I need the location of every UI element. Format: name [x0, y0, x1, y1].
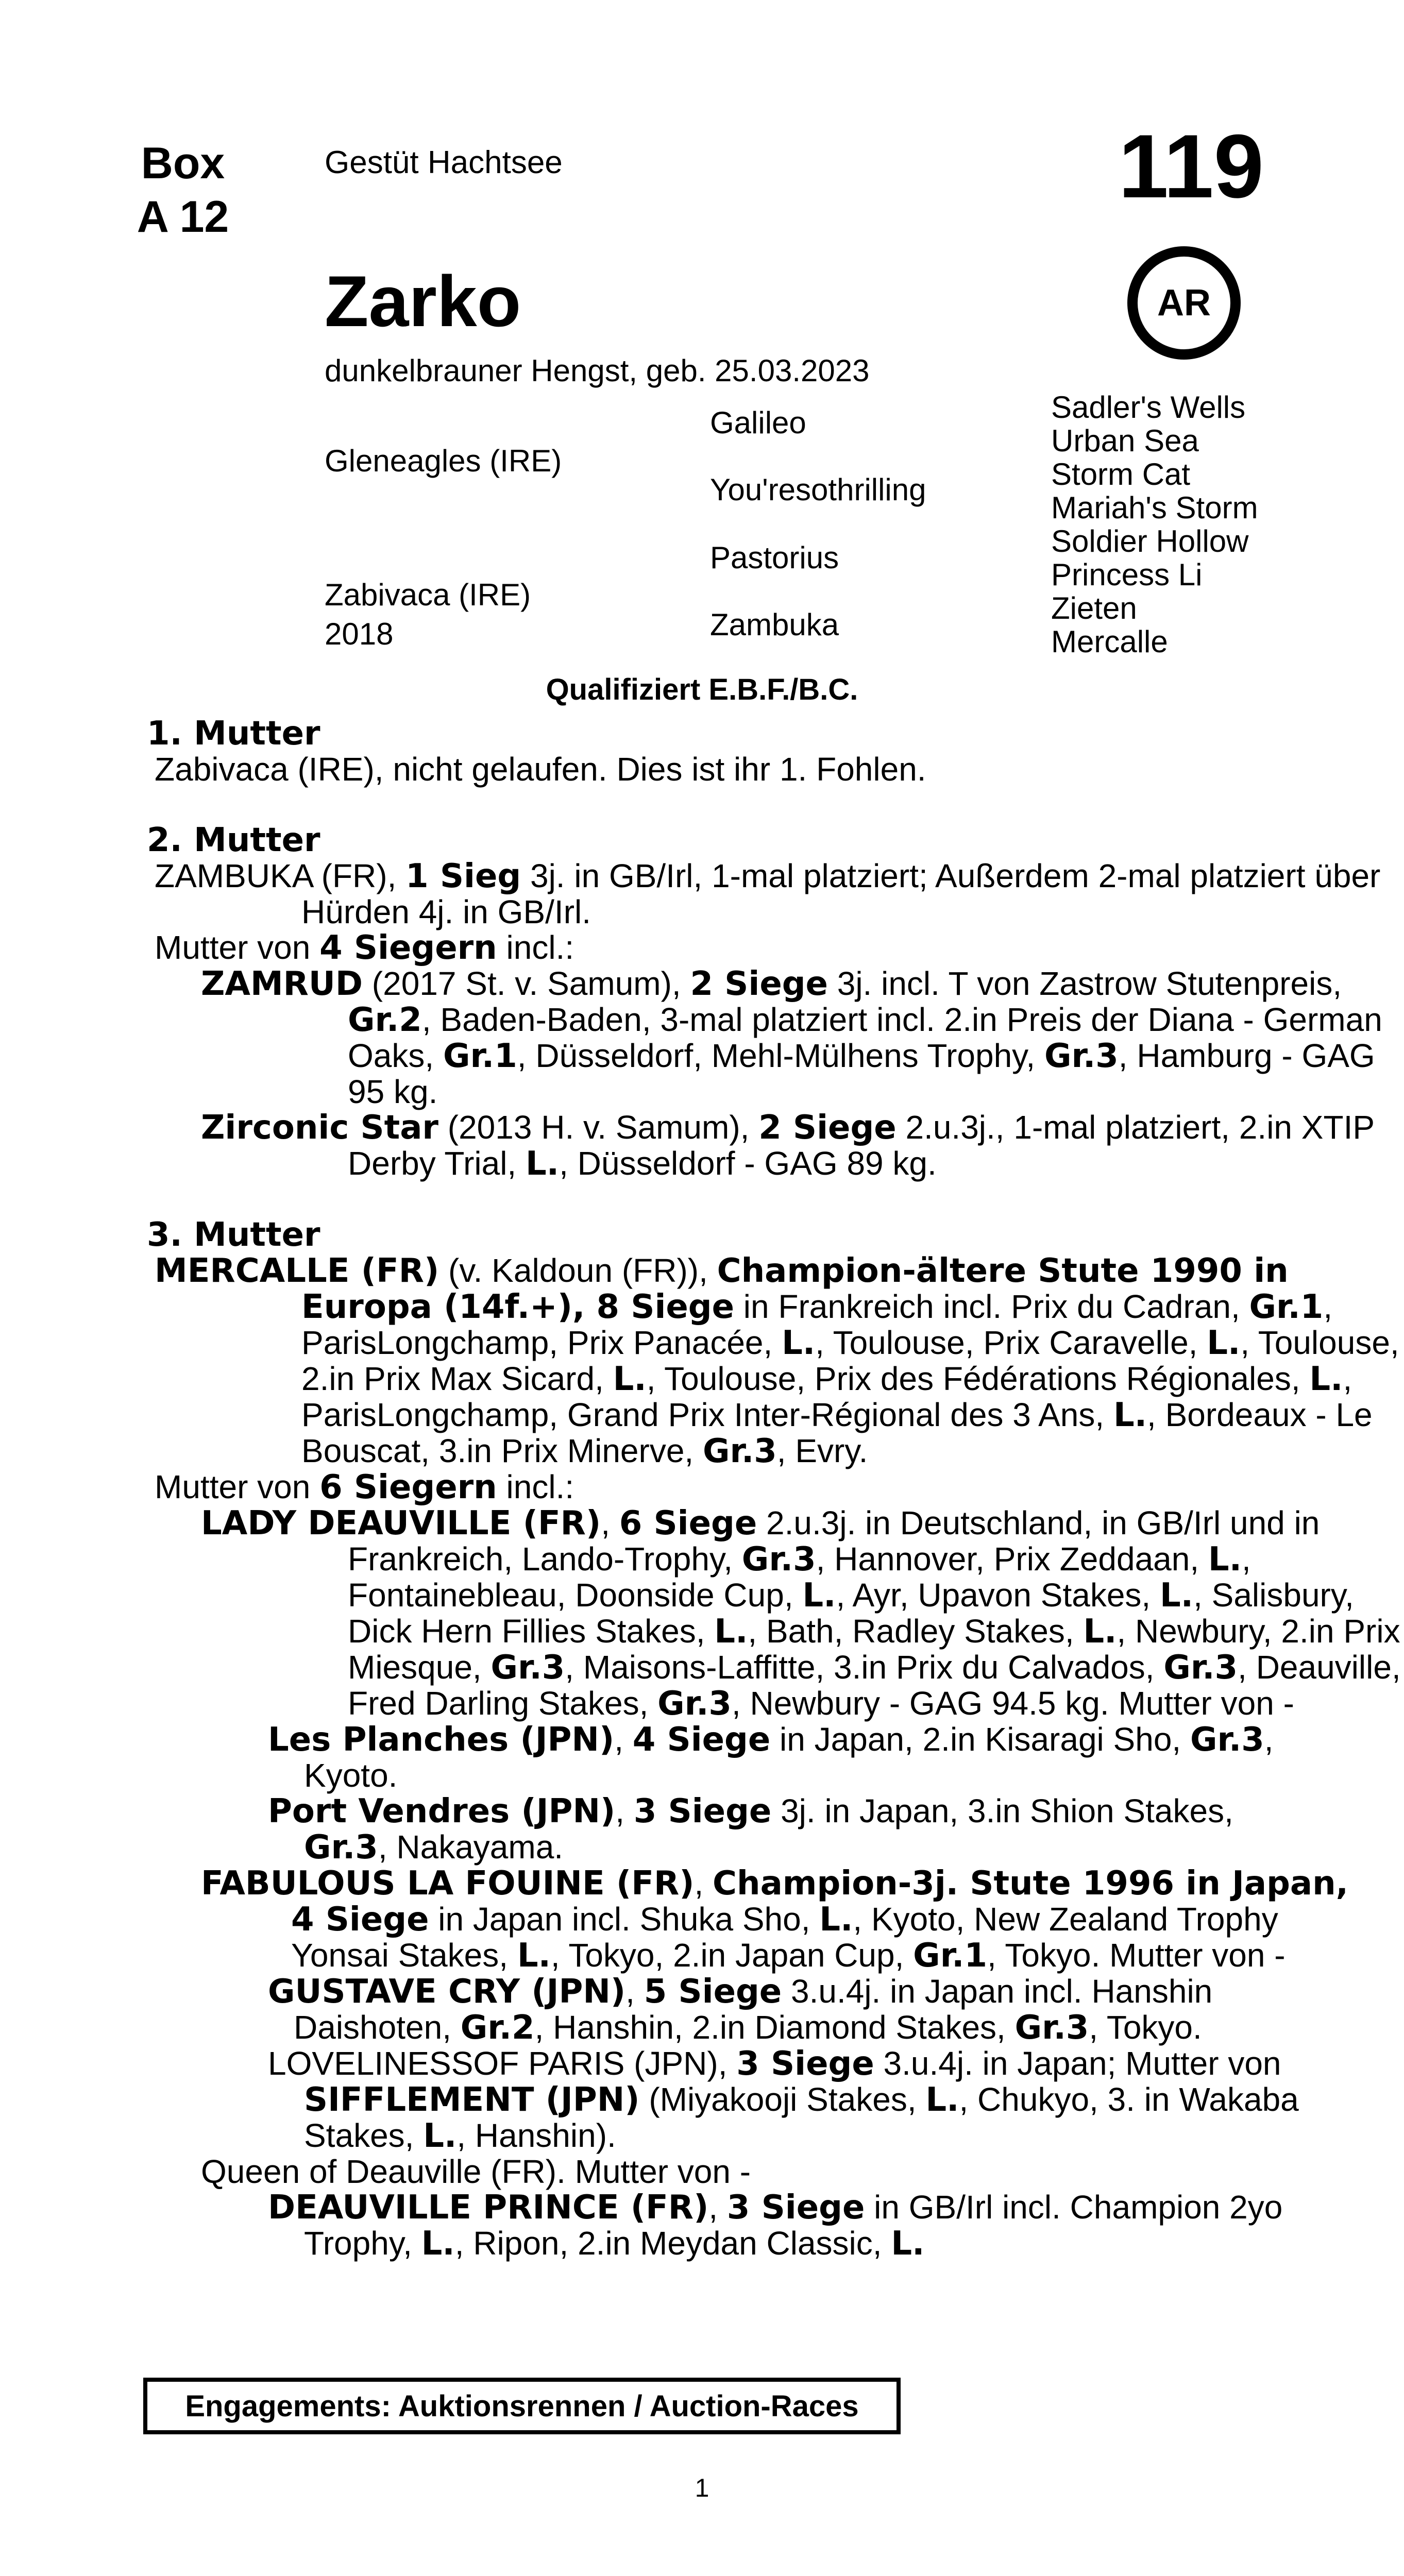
bold-run: 4 Siege [632, 1721, 771, 1759]
bold-run: L. [423, 2117, 457, 2155]
page-number: 1 [695, 2473, 709, 2502]
text-run: , Toulouse, 2.in Prix Max Sicard, [301, 1324, 1399, 1397]
mutter2-p4 [201, 1110, 1404, 1182]
pedigree-sire-dam: You'resothrilling [710, 472, 926, 507]
text-run: , Ripon, 2.in Meydan Classic, [454, 2225, 891, 2262]
text-run: , Nakayama. [378, 1828, 564, 1866]
mutter3-p9 [201, 2154, 1264, 2190]
pedigree-text [0, 716, 1404, 2262]
ggp-8: Mercalle [1051, 624, 1168, 659]
bold-run: L. [925, 2081, 959, 2119]
bold-run: L. [525, 1145, 560, 1183]
text-run: 3.u.4j. in Japan; Mutter von [874, 2045, 1281, 2082]
box-label [131, 137, 234, 244]
bold-run: DEAUVILLE PRINCE (FR) [268, 2189, 709, 2227]
mutter3-p3 [201, 1505, 1404, 1722]
ggp-6: Princess Li [1051, 557, 1203, 592]
pedigree-dam-dam: Zambuka [710, 607, 839, 642]
text-run: , [708, 2189, 727, 2226]
ggp-4: Mariah's Storm [1051, 490, 1258, 525]
bold-run: 2 Siege [690, 965, 828, 1003]
pedigree-dam: Zabivaca (IRE) [325, 578, 531, 612]
pedigree-dam-sire: Pastorius [710, 540, 839, 575]
bold-run: LADY DEAUVILLE (FR) [201, 1504, 601, 1543]
bold-run: Gr.3 [490, 1649, 565, 1687]
bold-run: L. [421, 2225, 455, 2263]
bold-run: Gr.3 [1044, 1037, 1119, 1075]
box-label-text: Box [141, 139, 225, 188]
lot-number: 119 [1118, 116, 1264, 217]
bold-run: 5 Siege [644, 1973, 782, 2011]
text-run: , [615, 1792, 634, 1829]
text-run: , Fontainebleau, Doonside Cup, [348, 1540, 1251, 1614]
bold-run: Zirconic Star [201, 1109, 438, 1147]
pedigree-dam-year: 2018 [325, 617, 394, 651]
bold-run: Gr.3 [702, 1432, 777, 1470]
text-run: (v. Kaldoun (FR)), [439, 1252, 717, 1289]
bold-run: L. [613, 1360, 647, 1398]
text-run: (2013 H. v. Samum), [438, 1109, 759, 1146]
bold-run: Gr.3 [1190, 1721, 1264, 1759]
bold-run: Gr.1 [913, 1937, 987, 1975]
bold-run: 3 Siege [736, 2045, 874, 2083]
text-run: , [601, 1504, 619, 1541]
text-run: , Toulouse, Prix des Fédérations Régionales, [646, 1360, 1310, 1397]
bold-run: L. [1159, 1577, 1194, 1615]
text-run: in Frankreich incl. Prix du Cadran, [734, 1288, 1249, 1325]
ggp-1: Sadler's Wells [1051, 390, 1246, 425]
bold-run: Gr.2 [460, 2009, 535, 2047]
mutter3-p1 [155, 1253, 1404, 1469]
bold-run: L. [1083, 1613, 1117, 1651]
text-run: , Kyoto. [304, 1721, 1274, 1794]
bold-run: Champion-3j. Stute 1996 in Japan, 4 Siege [291, 1865, 1348, 1939]
bold-run: 3 Siege [633, 1792, 772, 1831]
stud-name: Gestüt Hachtsee [325, 145, 563, 180]
bold-run: L. [782, 1324, 816, 1362]
horse-description: dunkelbrauner Hengst, geb. 25.03.2023 [325, 353, 870, 388]
bold-run: Champion-ältere Stute 1990 in Europa (14f.+), 8 Siege [301, 1252, 1289, 1326]
mutter3-p2 [155, 1469, 1264, 1505]
bold-run: 6 Siege [619, 1504, 757, 1543]
text-run: , [694, 1865, 713, 1902]
bold-run: Gr.3 [657, 1685, 732, 1723]
text-run: , Hamburg - GAG 95 kg. [348, 1037, 1375, 1110]
bold-run: MERCALLE (FR) [155, 1252, 439, 1290]
bold-run: GUSTAVE CRY (JPN) [268, 1973, 626, 2011]
text-run: , Newbury, 2.in Prix Miesque, [348, 1613, 1400, 1686]
text-run: 2.u.3j., 1-mal platziert, 2.in XTIP Derby Trial, [348, 1109, 1374, 1182]
bold-run: L. [819, 1901, 853, 1939]
ar-badge: AR [1127, 246, 1241, 360]
text-run: , Deauville, Fred Darling Stakes, [348, 1649, 1401, 1722]
ggp-3: Storm Cat [1051, 457, 1191, 492]
bold-run: L. [891, 2225, 925, 2263]
bold-run: Gr.1 [1249, 1288, 1324, 1326]
mutter3-p4 [268, 1722, 1300, 1793]
mutter3-p6 [201, 1866, 1354, 1974]
mutter3-p8 [268, 2046, 1300, 2154]
text-run: in Japan incl. Shuka Sho, [429, 1901, 820, 1938]
bold-run: L. [1309, 1360, 1343, 1398]
qualification: Qualifiziert E.B.F./B.C. [546, 673, 858, 706]
text-run: Mutter von [155, 1468, 320, 1505]
text-run: 3.u.4j. in Japan incl. Hanshin Daishoten, [294, 1973, 1213, 2046]
text-run: , Baden-Baden, 3-mal platziert incl. 2.in Preis der Diana - German Oaks, [348, 1001, 1382, 1074]
text-run: LOVELINESSOF PARIS (JPN), [268, 2045, 737, 2082]
bold-run: 4 Siegern [319, 929, 497, 967]
text-run: , Newbury - GAG 94.5 kg. Mutter von - [731, 1685, 1294, 1722]
pedigree-sire: Gleneagles (IRE) [325, 444, 562, 478]
text-run: , Düsseldorf, Mehl-Mülhens Trophy, [517, 1037, 1044, 1074]
horse-name: Zarko [325, 261, 521, 342]
mutter3-p5 [268, 1793, 1300, 1866]
text-run: 3j. incl. T von Zastrow Stutenpreis, [827, 965, 1342, 1002]
bold-run: 3 Siege [726, 2189, 865, 2227]
text-run: , Maisons-Laffitte, 3.in Prix du Calvados, [565, 1649, 1164, 1686]
text-run: (2017 St. v. Samum), [363, 965, 690, 1002]
bold-run: Gr.3 [1014, 2009, 1089, 2047]
bold-run: FABULOUS LA FOUINE (FR) [201, 1865, 695, 1903]
ggp-7: Zieten [1051, 591, 1137, 625]
bold-run: 6 Siegern [319, 1468, 497, 1506]
text-run: , Ayr, Upavon Stakes, [836, 1577, 1160, 1614]
text-run: , Düsseldorf - GAG 89 kg. [559, 1145, 937, 1182]
text-run: , Evry. [776, 1432, 868, 1469]
text-run: , Hanshin). [456, 2117, 616, 2154]
text-run: in Japan, 2.in Kisaragi Sho, [770, 1721, 1190, 1758]
bold-run: 2 Siege [758, 1109, 896, 1147]
bold-run: L. [714, 1613, 748, 1651]
section-heading: 2. Mutter [147, 821, 320, 859]
text-run: , [625, 1973, 644, 2010]
text-run: , Tokyo. [1089, 2009, 1202, 2046]
box-number: A 12 [137, 192, 229, 242]
text-run: incl.: [497, 1468, 574, 1505]
bold-run: Gr.1 [443, 1037, 517, 1075]
bold-run: Gr.3 [304, 1828, 378, 1867]
text-run: , Chukyo, 3. in Wakaba Stakes, [304, 2081, 1299, 2154]
engagements-box: Engagements: Auktionsrennen / Auction-Races [143, 2378, 901, 2434]
text-run: , Kyoto, New Zealand Trophy Yonsai Stakes, [291, 1901, 1278, 1974]
bold-run: Port Vendres (JPN) [268, 1792, 616, 1831]
ggp-5: Soldier Hollow [1051, 524, 1249, 558]
text-run: Queen of Deauville (FR). Mutter von - [201, 2153, 751, 2190]
text-run: incl.: [497, 929, 574, 966]
text-run: , Hannover, Prix Zeddaan, [816, 1540, 1208, 1578]
mutter2-p1 [155, 858, 1404, 930]
bold-run: 1 Sieg [405, 857, 521, 895]
bold-run: L. [1207, 1324, 1241, 1362]
text-run: , Tokyo. Mutter von - [987, 1937, 1285, 1974]
text-run: (Miyakooji Stakes, [639, 2081, 926, 2118]
section-heading: 3. Mutter [147, 1216, 320, 1254]
bold-run: L. [517, 1937, 551, 1975]
mutter1-text: Zabivaca (IRE), nicht gelaufen. Dies ist ihr 1. Fohlen. [155, 751, 926, 788]
text-run: in GB/Irl incl. Champion 2yo Trophy, [304, 2189, 1283, 2262]
bold-run: L. [1113, 1396, 1147, 1434]
text-run: ZAMBUKA (FR), [155, 857, 406, 894]
bold-run: Gr.3 [741, 1540, 816, 1579]
text-run: Mutter von [155, 929, 320, 966]
bold-run: ZAMRUD [201, 965, 363, 1003]
text-run: , Hanshin, 2.in Diamond Stakes, [534, 2009, 1015, 2046]
mutter2-p2 [155, 930, 1264, 966]
pedigree-sire-sire: Galileo [710, 405, 806, 440]
bold-run: Les Planches (JPN) [268, 1721, 615, 1759]
text-run: , Toulouse, Prix Caravelle, [815, 1324, 1207, 1361]
section-heading: 1. Mutter [147, 715, 320, 753]
text-run: , Bordeaux - Le Bouscat, 3.in Prix Minerve, [301, 1396, 1373, 1469]
text-run: 3j. in GB/Irl, 1-mal platziert; Außerdem 2-mal platziert über Hürden 4j. in GB/Irl. [301, 857, 1381, 930]
bold-run: Gr.3 [1163, 1649, 1238, 1687]
text-run: , ParisLongchamp, Prix Panacée, [301, 1288, 1333, 1361]
text-run: , Salisbury, Dick Hern Fillies Stakes, [348, 1577, 1354, 1650]
bold-run: Gr.2 [348, 1001, 422, 1039]
bold-run: L. [802, 1577, 836, 1615]
mutter2-p3 [201, 966, 1404, 1110]
text-run: , Bath, Radley Stakes, [748, 1613, 1084, 1650]
text-run: , ParisLongchamp, Grand Prix Inter-Régional des 3 Ans, [301, 1360, 1352, 1433]
text-run: , [614, 1721, 633, 1758]
text-run: , Tokyo, 2.in Japan Cup, [550, 1937, 914, 1974]
ggp-2: Urban Sea [1051, 423, 1199, 458]
mutter3-p10 [268, 2190, 1300, 2262]
pedigree-great-grandparents [1051, 391, 1258, 658]
mutter3-p7 [268, 1974, 1290, 2046]
text-run: 3j. in Japan, 3.in Shion Stakes, [771, 1792, 1233, 1829]
text-run: 2.u.3j. in Deutschland, in GB/Irl und in Frankreich, Lando-Trophy, [348, 1504, 1320, 1578]
bold-run: SIFFLEMENT (JPN) [304, 2081, 640, 2119]
bold-run: L. [1208, 1540, 1242, 1579]
